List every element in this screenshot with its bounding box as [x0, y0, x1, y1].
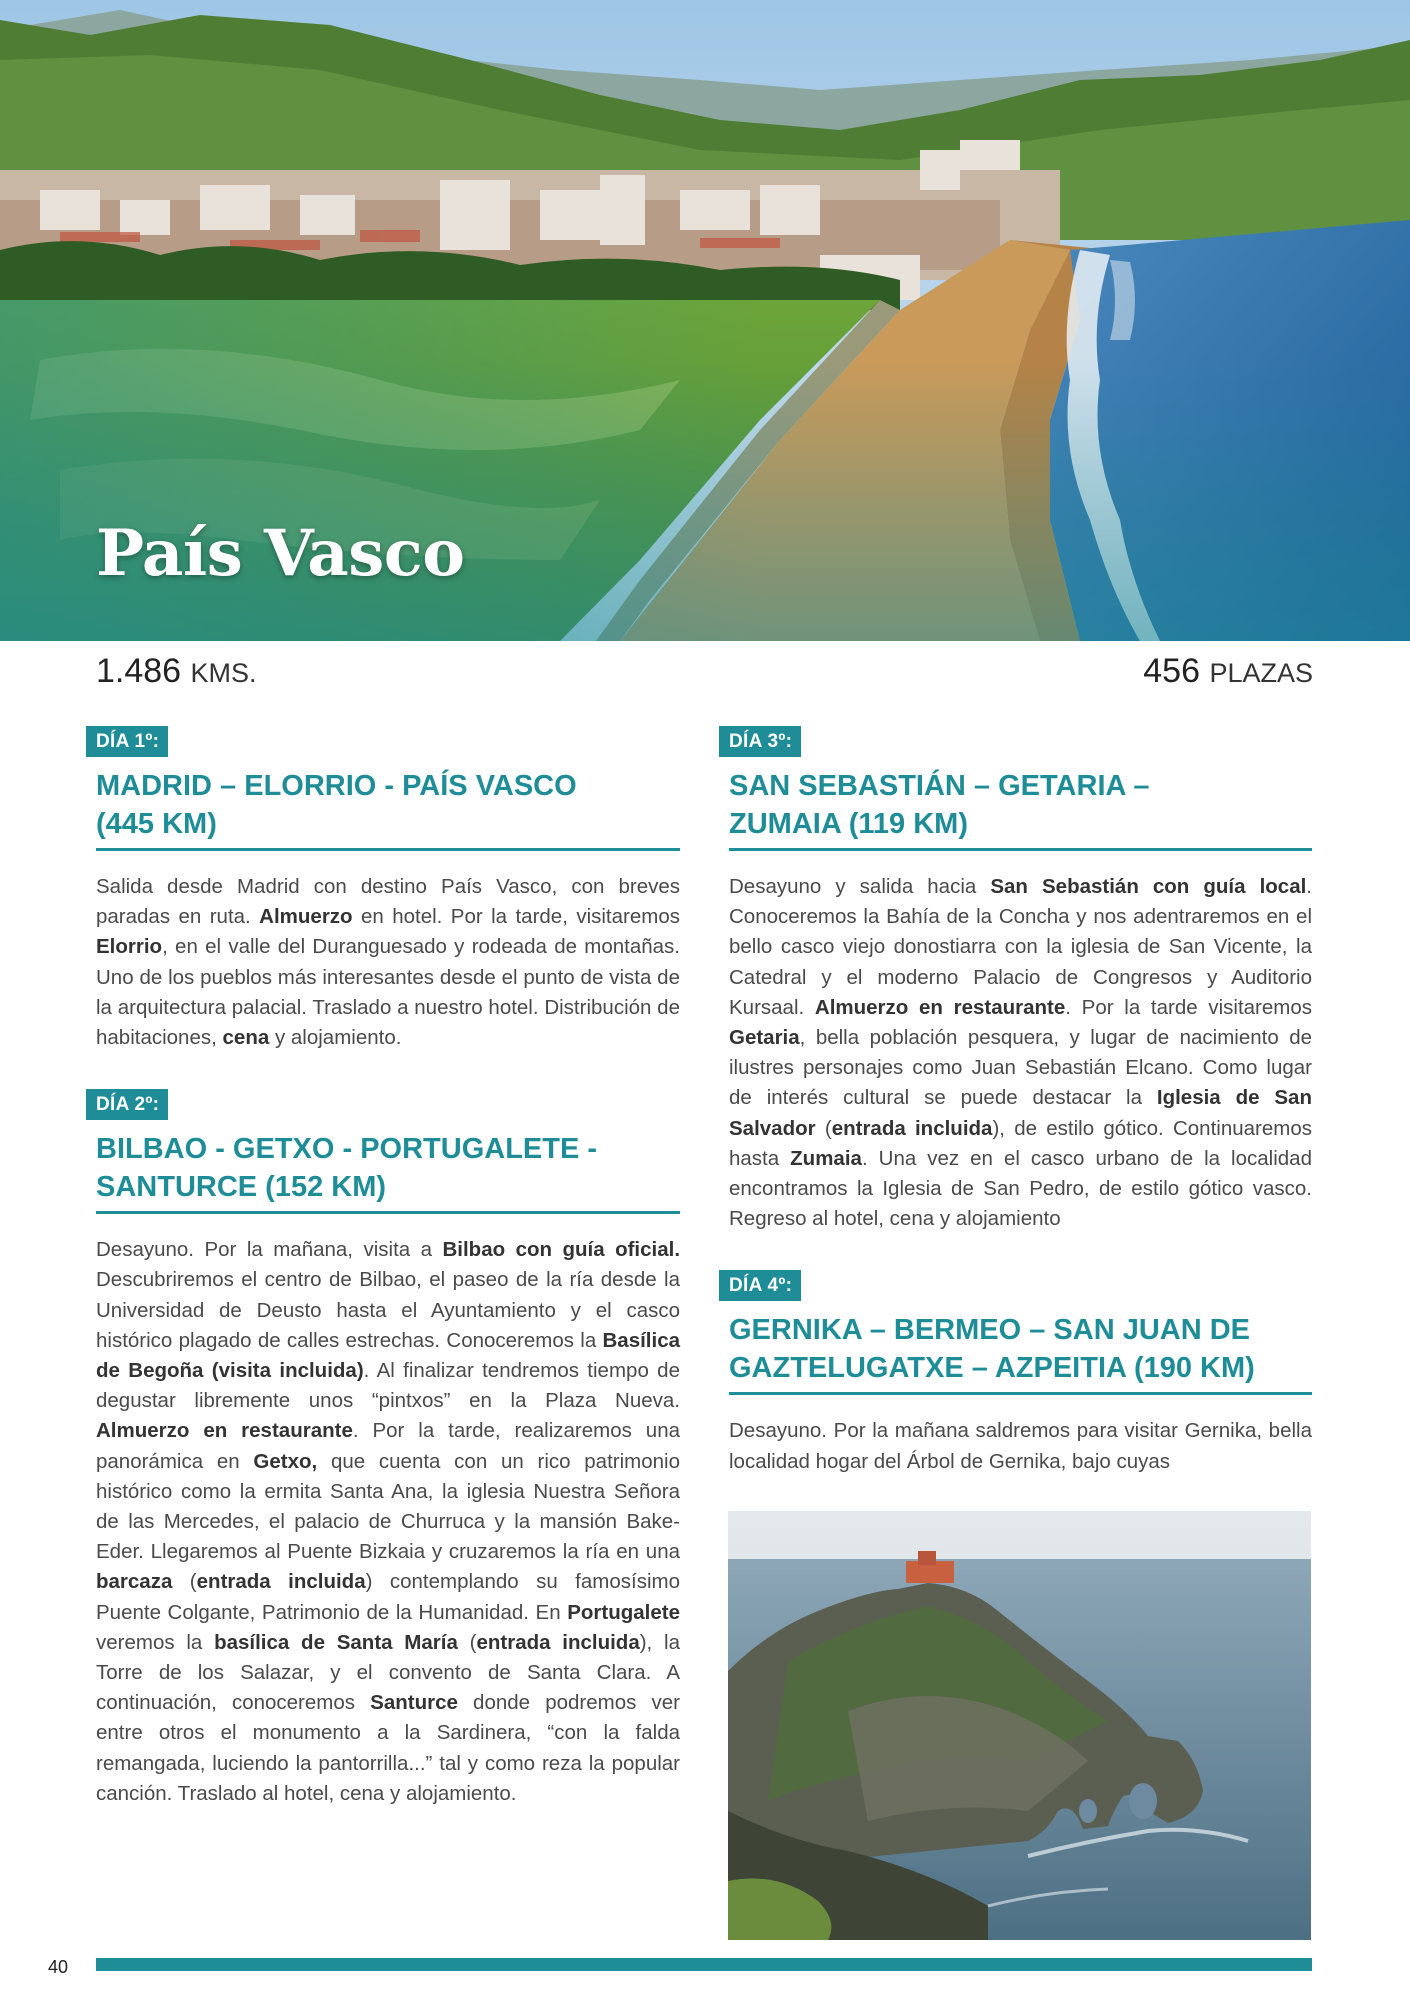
day-3-description: Desayuno y salida hacia San Sebastián con guía local. Conoceremos la Bahía de la Concha y nos adentraremos en el bello casco viejo donostiarra con la iglesia de San Vicente, la Catedral y el moderno Palacio de Congresos y Auditorio Kursaal. Almuerzo en restaurante. Por la tarde visitaremos Getaria, bella población pesquera, y lugar de nacimiento de ilustres personajes como Juan Sebastián Elcano. Como lugar de interés cultural se puede destacar la Iglesia de San Salvador (entrada incluida), de estilo gótico. Continuaremos hasta Zumaia. Una vez en el casco urbano de la localidad encontramos la Iglesia de San Pedro, de estilo gótico vasco. Regreso al hotel, cena y alojamiento [729, 875, 1312, 1231]
day-2-title: BILBAO - GETXO - PORTUGALETE - SANTURCE (152 KM) [96, 1130, 680, 1214]
right-column [719, 726, 1312, 1513]
day-4-badge: DÍA 4º: [719, 1270, 801, 1301]
page-number: 40 [48, 1957, 69, 1977]
day-2-section [86, 1089, 680, 1809]
islet-illustration [728, 1511, 1311, 1940]
day-1-title: MADRID – ELORRIO - PAÍS VASCO (445 KM) [96, 767, 680, 851]
footer-bar [96, 1958, 1312, 1971]
hero-photo [0, 0, 1410, 641]
day-4-section [719, 1270, 1312, 1476]
day-1-badge: DÍA 1º: [86, 726, 168, 757]
left-column [86, 726, 680, 1845]
page-title: País Vasco [96, 516, 465, 591]
day-3-badge: DÍA 3º: [719, 726, 801, 757]
distance-value: 1.486 [96, 652, 182, 690]
day-2-badge: DÍA 2º: [86, 1089, 168, 1120]
day-2-description: Desayuno. Por la mañana, visita a Bilbao con guía oficial. Descubriremos el centro de Bilbao, el paseo de la ría desde la Universidad de Deusto hasta el Ayuntamiento y el casco histórico plagado de calles estrechas. Conoceremos la Basílica de Begoña (visita incluida). Al finalizar tendremos tiempo de degustar libremente unos “pintxos” en la Plaza Nueva. Almuerzo en restaurante. Por la tarde, realizaremos una panorámica en Getxo, que cuenta con un rico patrimonio histórico como la ermita Santa Ana, la iglesia Nuestra Señora de las Mercedes, el palacio de Churruca y la mansión Bake-Eder. Llegaremos al Puente Bizkaia y cruzaremos la ría en una barcaza (entrada incluida) contemplando su famosísimo Puente Colgante, Patrimonio de la Humanidad. En Portugalete veremos la basílica de Santa María (entrada incluida), la Torre de los Salazar, y el convento de Santa Clara. A continuación, conoceremos Santurce donde podremos ver entre otros el monumento a la Sardinera, “con la falda remangada, luciendo la pantorrilla...” tal y como reza la popular canción. Traslado al hotel, cena y alojamiento. [96, 1238, 681, 1805]
seats-stat [1143, 652, 1313, 691]
seats-unit: PLAZAS [1209, 658, 1313, 688]
day-3-title: SAN SEBASTIÁN – GETARIA – ZUMAIA (119 KM) [729, 767, 1312, 851]
day-3-section [719, 726, 1312, 1234]
day-1-description: Salida desde Madrid con destino País Vasco, con breves paradas en ruta. Almuerzo en hotel. Por la tarde, visitaremos Elorrio, en el valle del Duranguesado y rodeada de montañas. Uno de los pueblos más interesantes desde el punto de vista de la arquitectura palacial. Traslado a nuestro hotel. Distribución de habitaciones, cena y alojamiento. [96, 875, 680, 1050]
day-4-description: Desayuno. Por la mañana saldremos para visitar Gernika, bella localidad hogar del Árbol de Gernika, bajo cuyas [729, 1419, 1312, 1473]
day-1-section [86, 726, 680, 1053]
seats-value: 456 [1143, 652, 1200, 690]
distance-unit: KMS. [190, 658, 257, 688]
day-4-title: GERNIKA – BERMEO – SAN JUAN DE GAZTELUGATXE – AZPEITIA (190 KM) [729, 1311, 1312, 1395]
distance-stat [96, 652, 257, 691]
coastal-islet-photo [728, 1511, 1311, 1940]
